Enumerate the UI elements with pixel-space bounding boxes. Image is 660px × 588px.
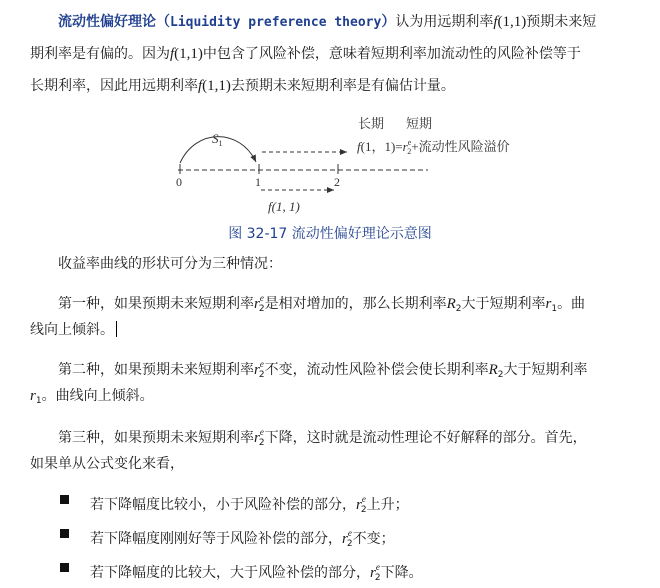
tick-1-label: 1 [255,175,261,189]
text: 不变，流动性风险补偿会使长期利率 [264,362,489,378]
text: 线向上倾斜。 [30,322,114,338]
para3-line2 [30,320,117,340]
rate-sub: 2 [374,573,381,583]
para5-line1 [58,422,587,453]
para4-line2 [30,386,154,411]
term-title-en: Liquidity preference theory [170,15,382,30]
liquidity-preference-diagram [0,108,660,220]
forward-rate-args: (1,1) [497,14,527,30]
long-rate-sub: 2 [455,304,462,314]
text: 认为用远期利率 [395,14,494,30]
para4-line1 [58,354,587,385]
rate-symbol: r [356,497,362,513]
text: 长期利率，因此用远期利率 [30,78,198,94]
long-rate-symbol: R [488,362,498,378]
text: 不变； [352,531,395,547]
rate-sup: e [361,494,366,504]
bullet-square-icon [60,495,69,504]
rate-sub: 2 [258,370,265,380]
bullet-square-icon [60,529,69,538]
formula [357,138,510,156]
text: 下降，这时就是流动性理论不好解释的部分。首先， [264,430,587,446]
list-item [90,523,395,554]
text: 大于短期利率 [461,296,546,312]
s1-label: $S_1$ [212,131,223,148]
tick-2-label: 2 [334,175,340,189]
rate-symbol: r [342,531,348,547]
formula-r: r [402,139,408,154]
figure-caption: 图 32-17 流动性偏好理论示意图 [228,226,432,242]
short-rate-sub: 1 [551,304,558,314]
bullet-square-icon [60,563,69,572]
text: 上升； [366,497,409,513]
forward-rate-args: (1,1) [202,78,231,94]
text: 第一种，如果预期未来短期利率 [58,296,254,312]
text: 若下降幅度刚刚好等于风险补偿的部分， [90,531,342,547]
bottom-label: f(1, 1) [268,199,300,214]
formula-eq: = [395,139,403,154]
formula-r-sup: e [407,138,412,147]
formula-f: f [357,139,361,154]
text: 预期未来短 [526,14,597,30]
rate-sub: 2 [360,505,367,515]
forward-rate-args: (1,1) [174,46,203,62]
tick-0-label: 0 [176,175,182,189]
text: 去预期未来短期利率是有偏估计量。 [230,78,455,94]
rate-sup: e [259,293,264,303]
long-rate-symbol: R [446,296,456,312]
label-long-term: 长期 [358,116,385,131]
rate-sup: e [259,427,264,437]
para5-line2 [30,454,184,474]
rate-sup: e [375,562,380,572]
text: 下降。 [380,565,423,581]
formula-rest: +流动性风险溢价 [411,139,510,154]
term-title: 流动性偏好理论（ [58,14,170,30]
para1-line1 [58,12,596,33]
text: 大于短期利率 [503,362,588,378]
text: 。曲 [557,296,586,312]
text: 如果单从公式变化来看， [30,456,184,472]
short-rate-symbol: r [545,296,552,312]
text: 第三种，如果预期未来短期利率 [58,430,254,446]
label-short-term: 短期 [406,116,433,131]
rate-sup: e [259,359,264,369]
rate-sup: e [347,528,352,538]
term-title-close: ） [381,14,396,30]
text: 。曲线向上倾斜。 [41,388,154,404]
para2 [58,254,282,274]
text: 若下降幅度的比较大，大于风险补偿的部分， [90,565,370,581]
text: 是相对增加的，那么长期利率 [264,296,447,312]
forward-rate-symbol: f [198,78,203,94]
list-item [90,489,409,520]
rate-symbol: r [254,362,260,378]
formula-args: (1，1) [360,139,396,154]
text: 若下降幅度比较小，小于风险补偿的部分， [90,497,356,513]
text: 期利率是有偏的。因为 [30,46,170,62]
list-item [90,557,423,588]
rate-symbol: r [370,565,376,581]
rate-sub: 2 [258,304,265,314]
text: 第二种，如果预期未来短期利率 [58,362,254,378]
rate-symbol: r [254,296,260,312]
para1-line2 [30,44,581,64]
rate-symbol: r [254,430,260,446]
short-rate-symbol: r [30,388,36,404]
forward-rate-symbol: f [493,14,498,30]
text: 中包含了风险补偿，意味着短期利率加流动性的风险补偿等于 [202,46,581,62]
formula-r-sub: 2 [407,147,412,156]
rate-sub: 2 [258,438,265,448]
short-rate-sub: 1 [35,396,42,406]
text: 收益率曲线的形状可分为三种情况： [58,256,282,272]
text-cursor [116,321,117,337]
para1-line3 [30,76,455,96]
forward-rate-symbol: f [170,46,175,62]
long-rate-sub: 2 [497,370,504,380]
para3-line1 [58,288,585,319]
rate-sub: 2 [346,539,353,549]
